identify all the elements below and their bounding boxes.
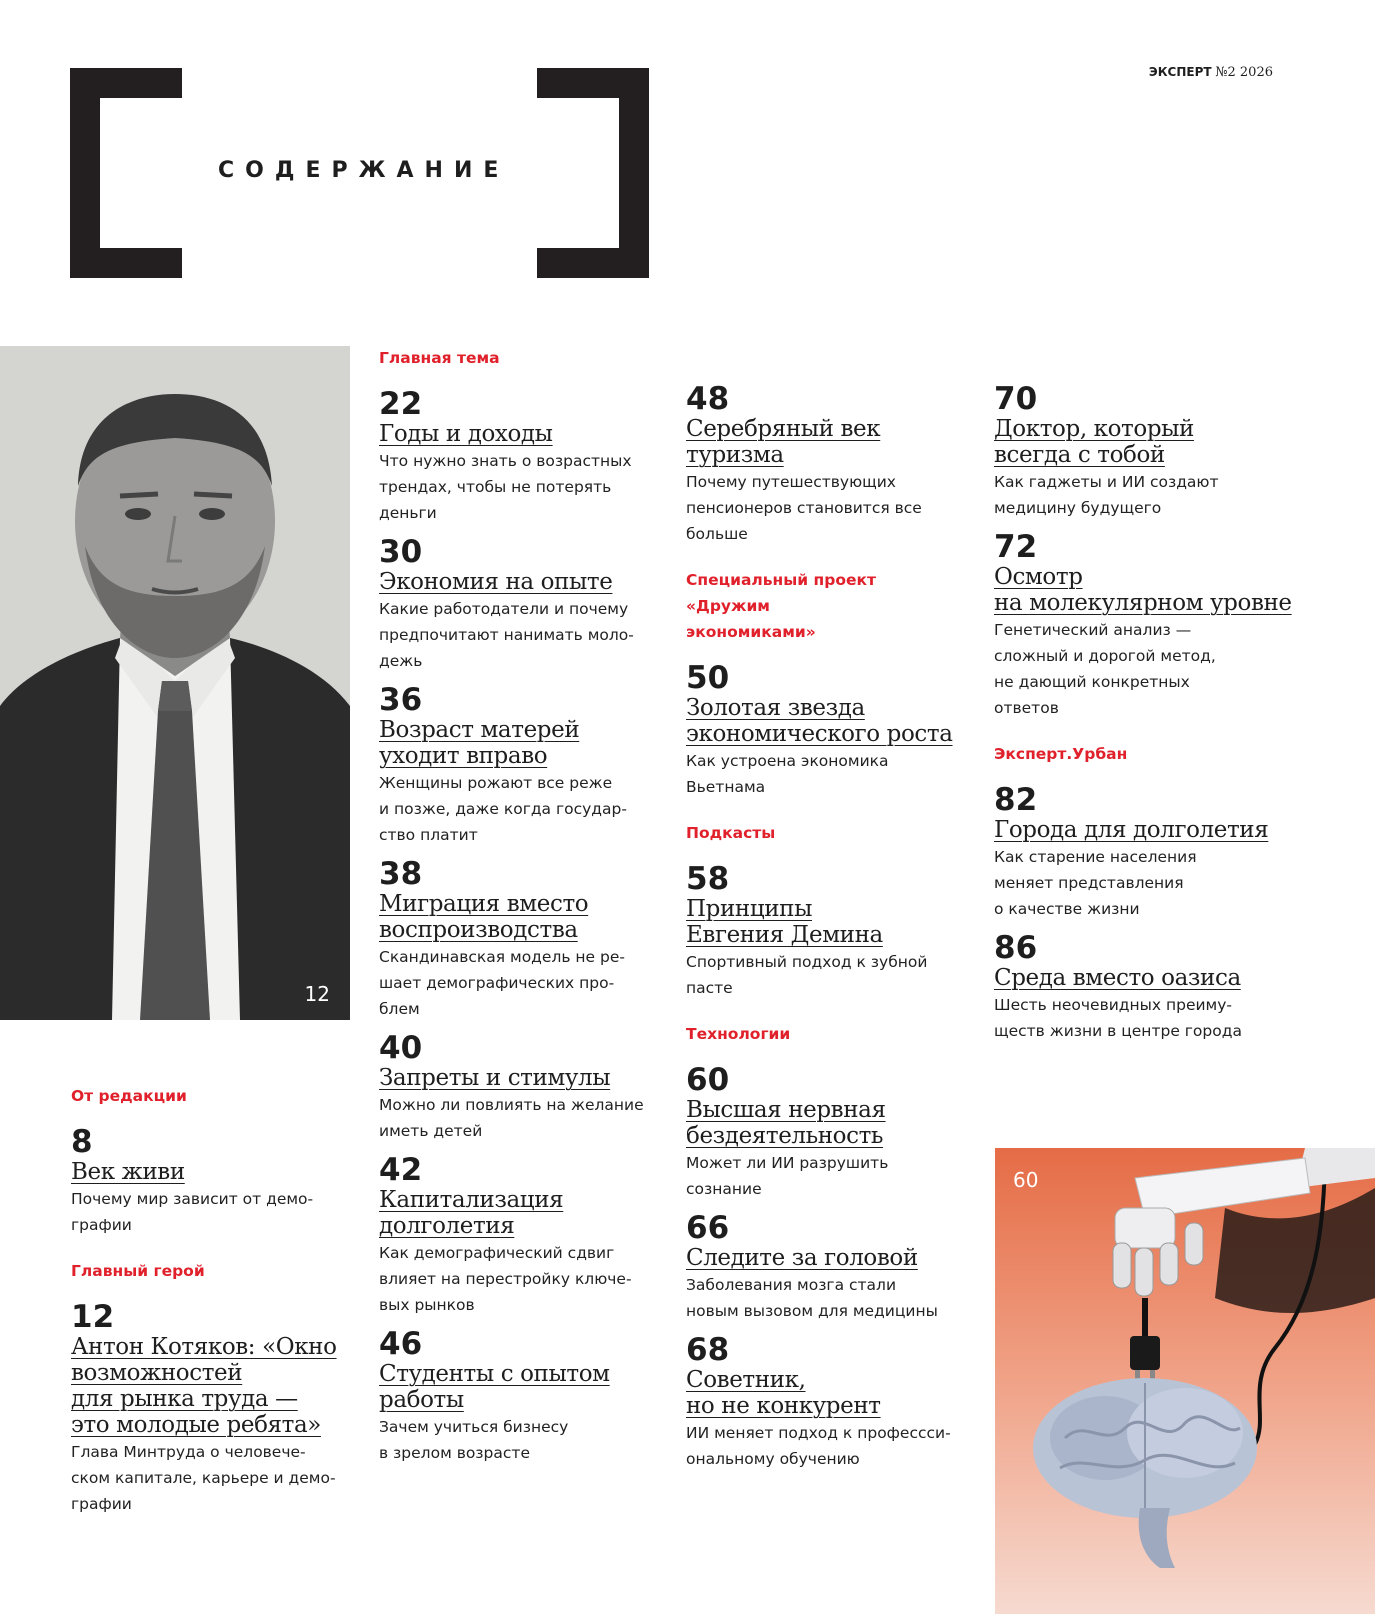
toc-column-1 [71, 1083, 361, 1526]
right-bracket [537, 68, 649, 278]
portrait-photo[interactable] [0, 346, 350, 1020]
portrait-page-number: 12 [304, 982, 330, 1006]
entry-title[interactable]: Среда вместо оазиса [994, 965, 1241, 991]
entry-page-number: 38 [379, 856, 423, 892]
entry-page-number: 36 [379, 682, 423, 718]
entry-page-number: 72 [994, 529, 1038, 565]
toc-entry[interactable] [994, 783, 1294, 922]
toc-entry[interactable] [379, 1031, 669, 1144]
entry-title[interactable]: Доктор, который всегда с тобой [994, 416, 1194, 468]
entry-title[interactable]: Возраст матерей уходит вправо [379, 717, 580, 769]
entry-description: Генетический анализ — сложный и дорогой метод, не дающий конкретных ответов [994, 621, 1216, 717]
toc-entry[interactable] [686, 1063, 976, 1202]
section-label-main-topic: Главная тема [379, 349, 500, 367]
entry-description: Как гаджеты и ИИ создают медицину будущего [994, 473, 1219, 517]
entry-title[interactable]: Золотая звезда экономического роста [686, 695, 953, 747]
entry-description: Глава Минтруда о человече- ском капитале, карьере и демо- графии [71, 1443, 336, 1513]
entry-title[interactable]: Капитализация долголетия [379, 1187, 564, 1239]
issue-number: №2 2026 [1215, 65, 1273, 80]
toc-column-3 [686, 382, 976, 1481]
entry-description: Шесть неочевидных преиму- ществ жизни в центре города [994, 996, 1242, 1040]
toc-entry[interactable] [686, 1333, 976, 1472]
toc-entry[interactable] [994, 931, 1294, 1044]
section-label-technology: Технологии [686, 1025, 791, 1043]
toc-entry[interactable] [71, 1300, 361, 1517]
entry-title[interactable]: Антон Котяков: «Окно возможностей для рынка труда — это молодые ребята» [71, 1334, 337, 1438]
entry-page-number: 50 [686, 660, 730, 696]
entry-description: Заболевания мозга стали новым вызовом для медицины [686, 1276, 938, 1320]
toc-entry[interactable] [379, 857, 669, 1022]
toc-column-2 [379, 345, 669, 1475]
entry-page-number: 68 [686, 1332, 730, 1368]
entry-description: Женщины рожают все реже и позже, даже когда государ- ство платит [379, 774, 627, 844]
entry-title[interactable]: Студенты с опытом работы [379, 1361, 610, 1413]
toc-entry[interactable] [994, 530, 1294, 721]
toc-entry[interactable] [379, 535, 669, 674]
section-label-special-project: Специальный проект «Дружим экономиками» [686, 571, 877, 641]
toc-entry[interactable] [686, 1211, 976, 1324]
entry-title[interactable]: Экономия на опыте [379, 569, 613, 595]
left-bracket [70, 68, 182, 278]
entry-page-number: 30 [379, 534, 423, 570]
entry-page-number: 48 [686, 381, 730, 417]
section-label-editorial: От редакции [71, 1087, 187, 1105]
entry-page-number: 40 [379, 1030, 423, 1066]
entry-title[interactable]: Принципы Евгения Демина [686, 896, 883, 948]
toc-entry[interactable] [379, 1327, 669, 1466]
robot-brain-illustration[interactable] [995, 1148, 1375, 1614]
entry-description: Может ли ИИ разрушить сознание [686, 1154, 889, 1198]
entry-title[interactable]: Серебряный век туризма [686, 416, 881, 468]
entry-description: Как демографический сдвиг влияет на перестройку ключе- вых рынков [379, 1244, 632, 1314]
entry-page-number: 82 [994, 782, 1038, 818]
toc-entry[interactable] [686, 862, 976, 1001]
issue-label [1149, 64, 1273, 80]
entry-page-number: 46 [379, 1326, 423, 1362]
entry-description: ИИ меняет подход к профессси- ональному обучению [686, 1424, 951, 1468]
toc-entry[interactable] [994, 382, 1294, 521]
toc-entry[interactable] [379, 387, 669, 526]
entry-title[interactable]: Век живи [71, 1159, 185, 1185]
entry-page-number: 58 [686, 861, 730, 897]
entry-description: Можно ли повлиять на желание иметь детей [379, 1096, 644, 1140]
entry-page-number: 22 [379, 386, 423, 422]
toc-column-4 [994, 382, 1294, 1053]
toc-entry[interactable] [71, 1125, 361, 1238]
entry-page-number: 70 [994, 381, 1038, 417]
toc-entry[interactable] [379, 683, 669, 848]
entry-page-number: 42 [379, 1152, 423, 1188]
entry-page-number: 60 [686, 1062, 730, 1098]
toc-entry[interactable] [379, 1153, 669, 1318]
entry-description: Скандинавская модель не ре- шает демографических про- блем [379, 948, 625, 1018]
entry-description: Зачем учиться бизнесу в зрелом возрасте [379, 1418, 569, 1462]
section-label-podcasts: Подкасты [686, 824, 776, 842]
entry-title[interactable]: Советник, но не конкурент [686, 1367, 881, 1419]
toc-entry[interactable] [686, 661, 976, 800]
page-title: СОДЕРЖАНИЕ [218, 158, 510, 183]
entry-title[interactable]: Осмотр на молекулярном уровне [994, 564, 1292, 616]
entry-title[interactable]: Высшая нервная бездеятельность [686, 1097, 886, 1149]
section-label-expert-urban: Эксперт.Урбан [994, 745, 1128, 763]
entry-title[interactable]: Запреты и стимулы [379, 1065, 611, 1091]
entry-title[interactable]: Миграция вместо воспроизводства [379, 891, 589, 943]
entry-description: Почему путешествующих пенсионеров становится все больше [686, 473, 922, 543]
section-label-main-hero: Главный герой [71, 1262, 205, 1280]
entry-title[interactable]: Следите за головой [686, 1245, 918, 1271]
entry-description: Как старение населения меняет представления о качестве жизни [994, 848, 1197, 918]
entry-page-number: 86 [994, 930, 1038, 966]
entry-description: Почему мир зависит от демо- графии [71, 1190, 314, 1234]
entry-description: Какие работодатели и почему предпочитают нанимать моло- дежь [379, 600, 634, 670]
entry-title[interactable]: Города для долголетия [994, 817, 1269, 843]
entry-title[interactable]: Годы и доходы [379, 421, 553, 447]
robot-page-number: 60 [1013, 1168, 1039, 1192]
magazine-brand: ЭКСПЕРТ [1148, 65, 1212, 79]
entry-description: Что нужно знать о возрастных трендах, чтобы не потерять деньги [379, 452, 632, 522]
toc-entry[interactable] [686, 382, 976, 547]
entry-description: Спортивный подход к зубной пасте [686, 953, 928, 997]
entry-page-number: 8 [71, 1124, 93, 1160]
entry-page-number: 66 [686, 1210, 730, 1246]
entry-page-number: 12 [71, 1299, 115, 1335]
entry-description: Как устроена экономика Вьетнама [686, 752, 889, 796]
